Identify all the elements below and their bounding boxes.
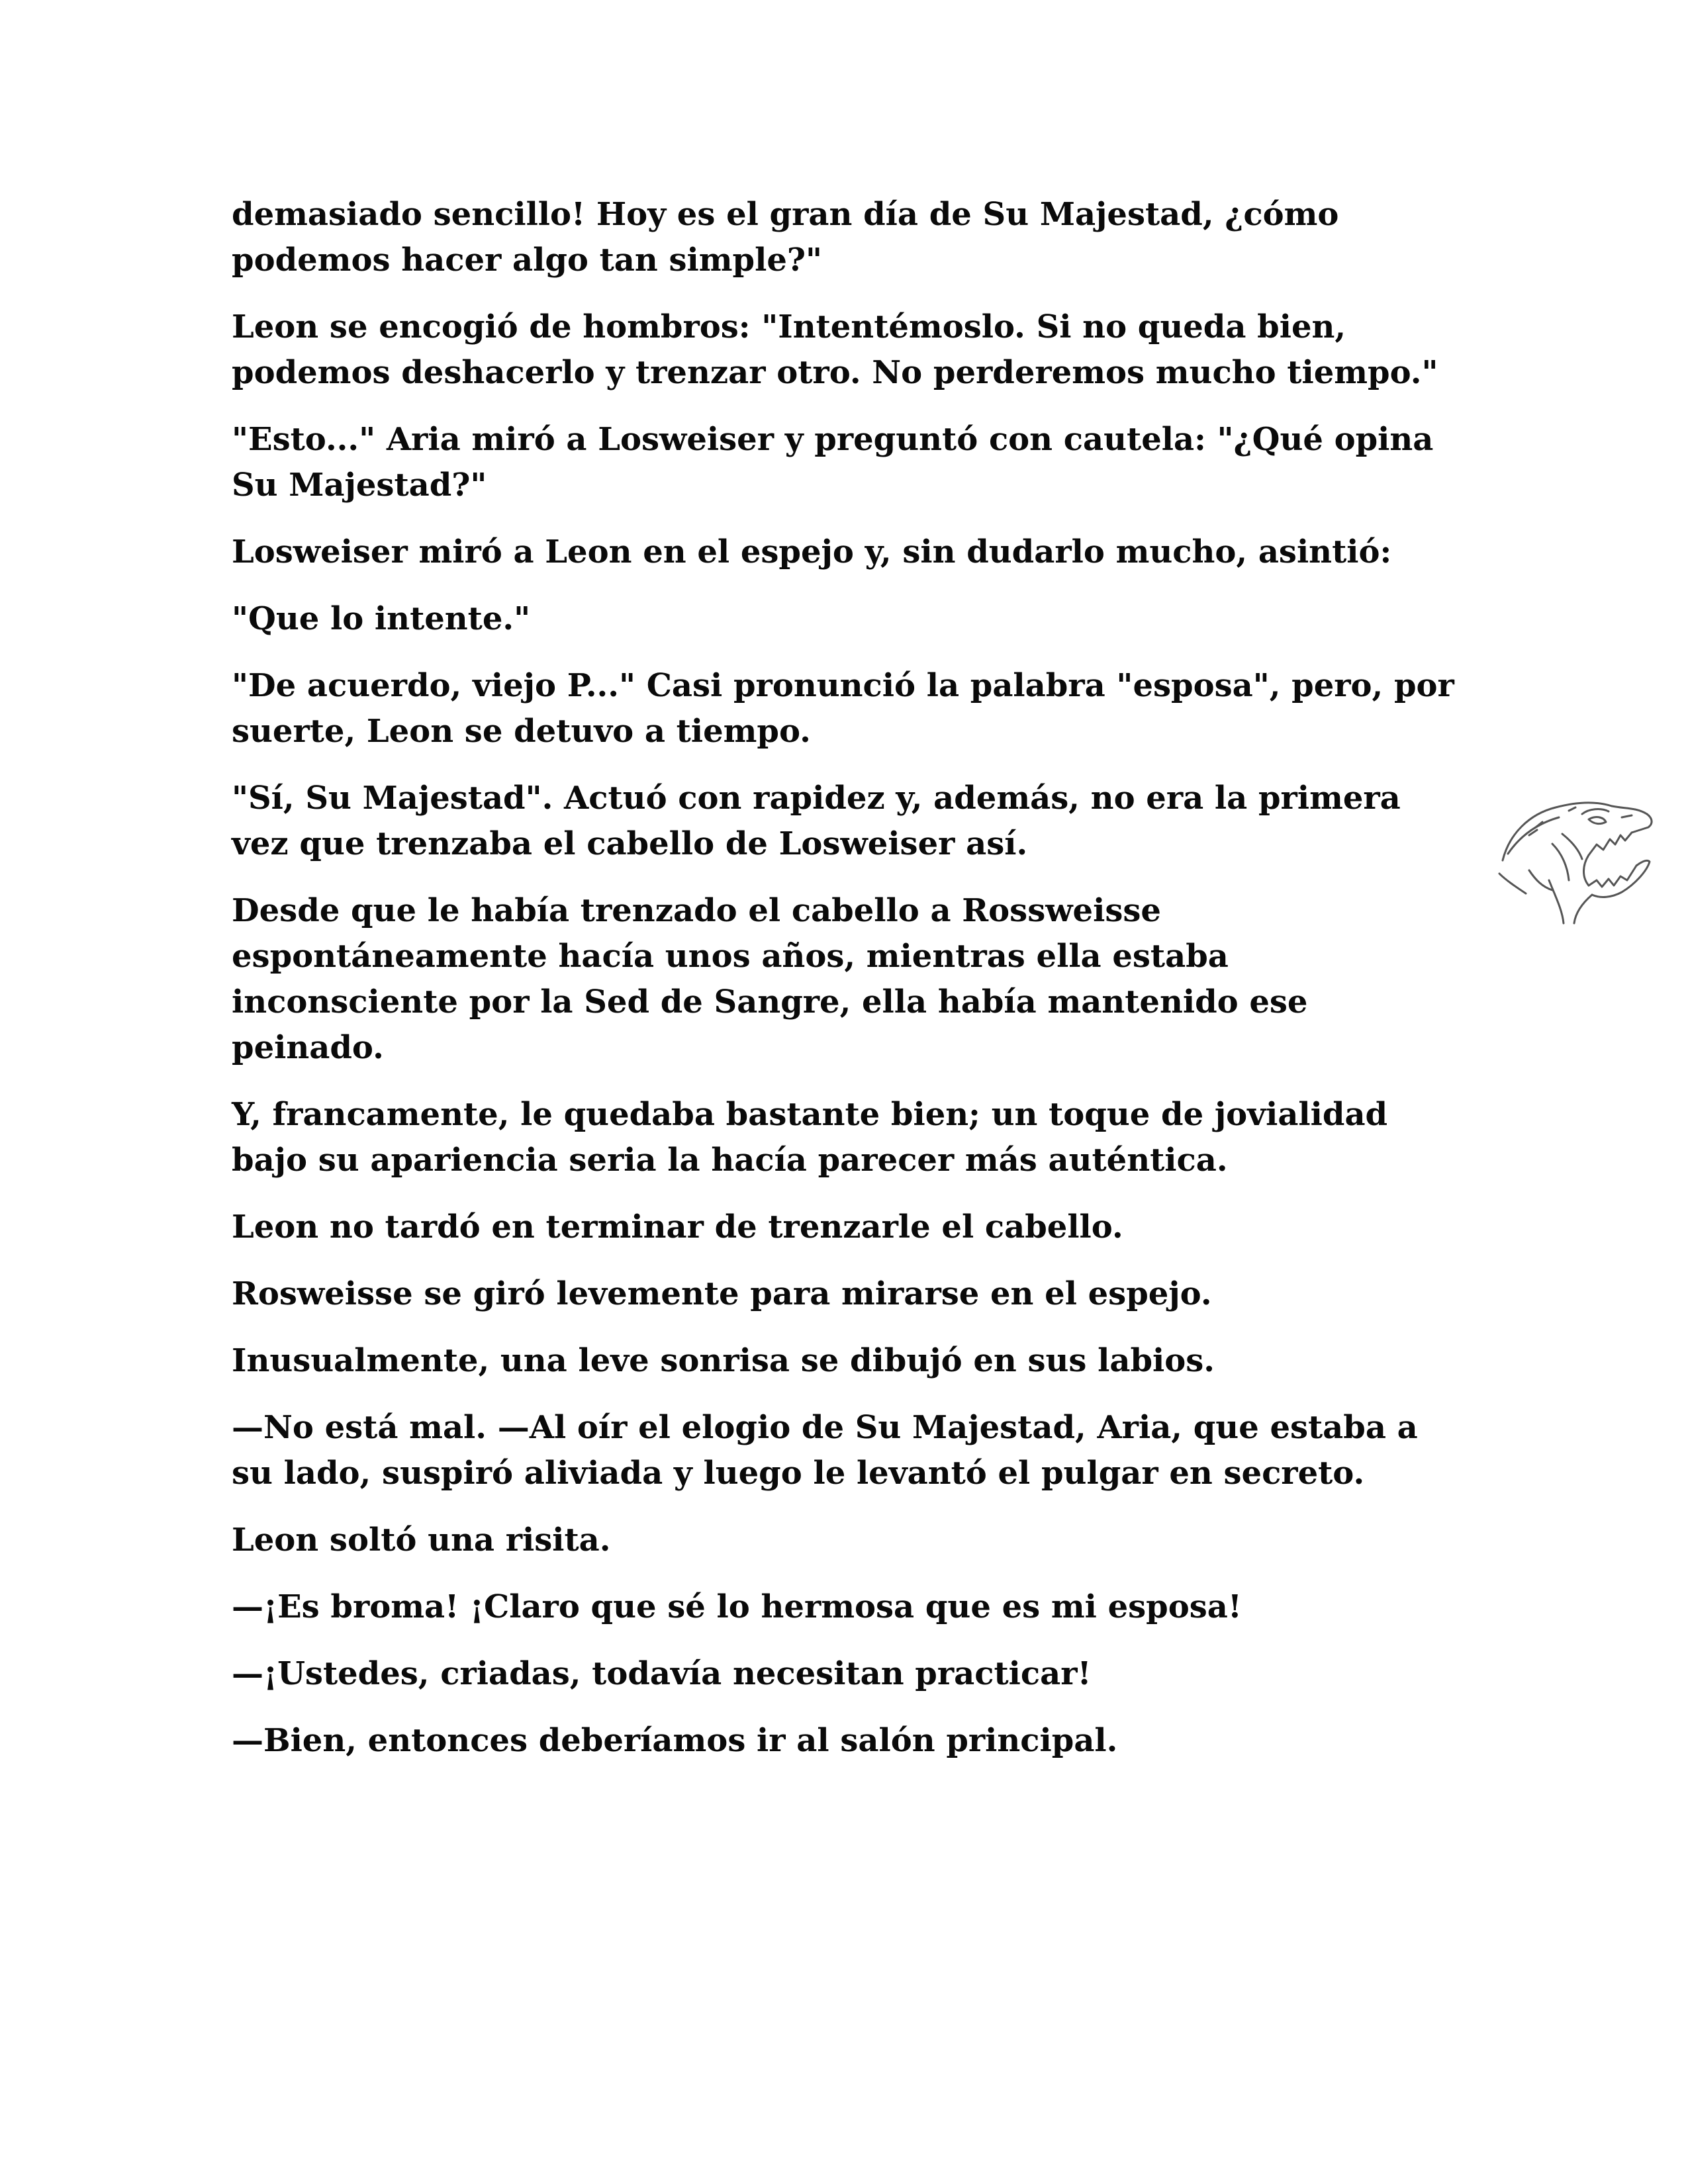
paragraph: —¡Ustedes, criadas, todavía necesitan practicar! xyxy=(232,1655,1092,1692)
paragraph: "Sí, Su Majestad". Actuó con rapidez y, además, no era la primera vez que trenzaba el cabello de Losweiser así. xyxy=(232,780,1401,862)
paragraph: Inusualmente, una leve sonrisa se dibujó en sus labios. xyxy=(232,1342,1215,1379)
paragraph: Leon soltó una risita. xyxy=(232,1522,611,1559)
paragraph: "Esto..." Aria miró a Losweiser y preguntó con cautela: "¿Qué opina Su Majestad?" xyxy=(232,421,1434,504)
paragraph: Desde que le había trenzado el cabello a Rossweisse espontáneamente hacía unos años, mientras ella estaba inconsciente por la Sed de Sangre, ella había mantenido ese peinado. xyxy=(232,892,1308,1066)
paragraph: —No está mal. —Al oír el elogio de Su Majestad, Aria, que estaba a su lado, suspiró aliviada y luego le levantó el pulgar en secreto. xyxy=(232,1409,1418,1492)
paragraph: Losweiser miró a Leon en el espejo y, sin dudarlo mucho, asintió: xyxy=(232,533,1392,570)
paragraph: Y, francamente, le quedaba bastante bien; un toque de jovialidad bajo su apariencia seria la hacía parecer más auténtica. xyxy=(232,1096,1388,1179)
paragraph: —Bien, entonces deberíamos ir al salón principal. xyxy=(232,1722,1118,1759)
body-text xyxy=(232,192,1456,1785)
paragraph: demasiado sencillo! Hoy es el gran día de Su Majestad, ¿cómo podemos hacer algo tan simple?" xyxy=(232,196,1339,279)
paragraph: Leon se encogió de hombros: "Intentémoslo. Si no queda bien, podemos deshacerlo y trenzar otro. No perderemos mucho tiempo." xyxy=(232,308,1438,391)
paragraph: Rosweisse se giró levemente para mirarse en el espejo. xyxy=(232,1275,1212,1312)
paragraph: "Que lo intente." xyxy=(232,600,531,637)
paragraph: Leon no tardó en terminar de trenzarle el cabello. xyxy=(232,1208,1123,1246)
paragraph: "De acuerdo, viejo P..." Casi pronunció la palabra "esposa", pero, por suerte, Leon se detuvo a tiempo. xyxy=(232,667,1454,750)
dinosaur-head-sketch-icon xyxy=(1489,781,1662,927)
paragraph: —¡Es broma! ¡Claro que sé lo hermosa que es mi esposa! xyxy=(232,1588,1242,1625)
